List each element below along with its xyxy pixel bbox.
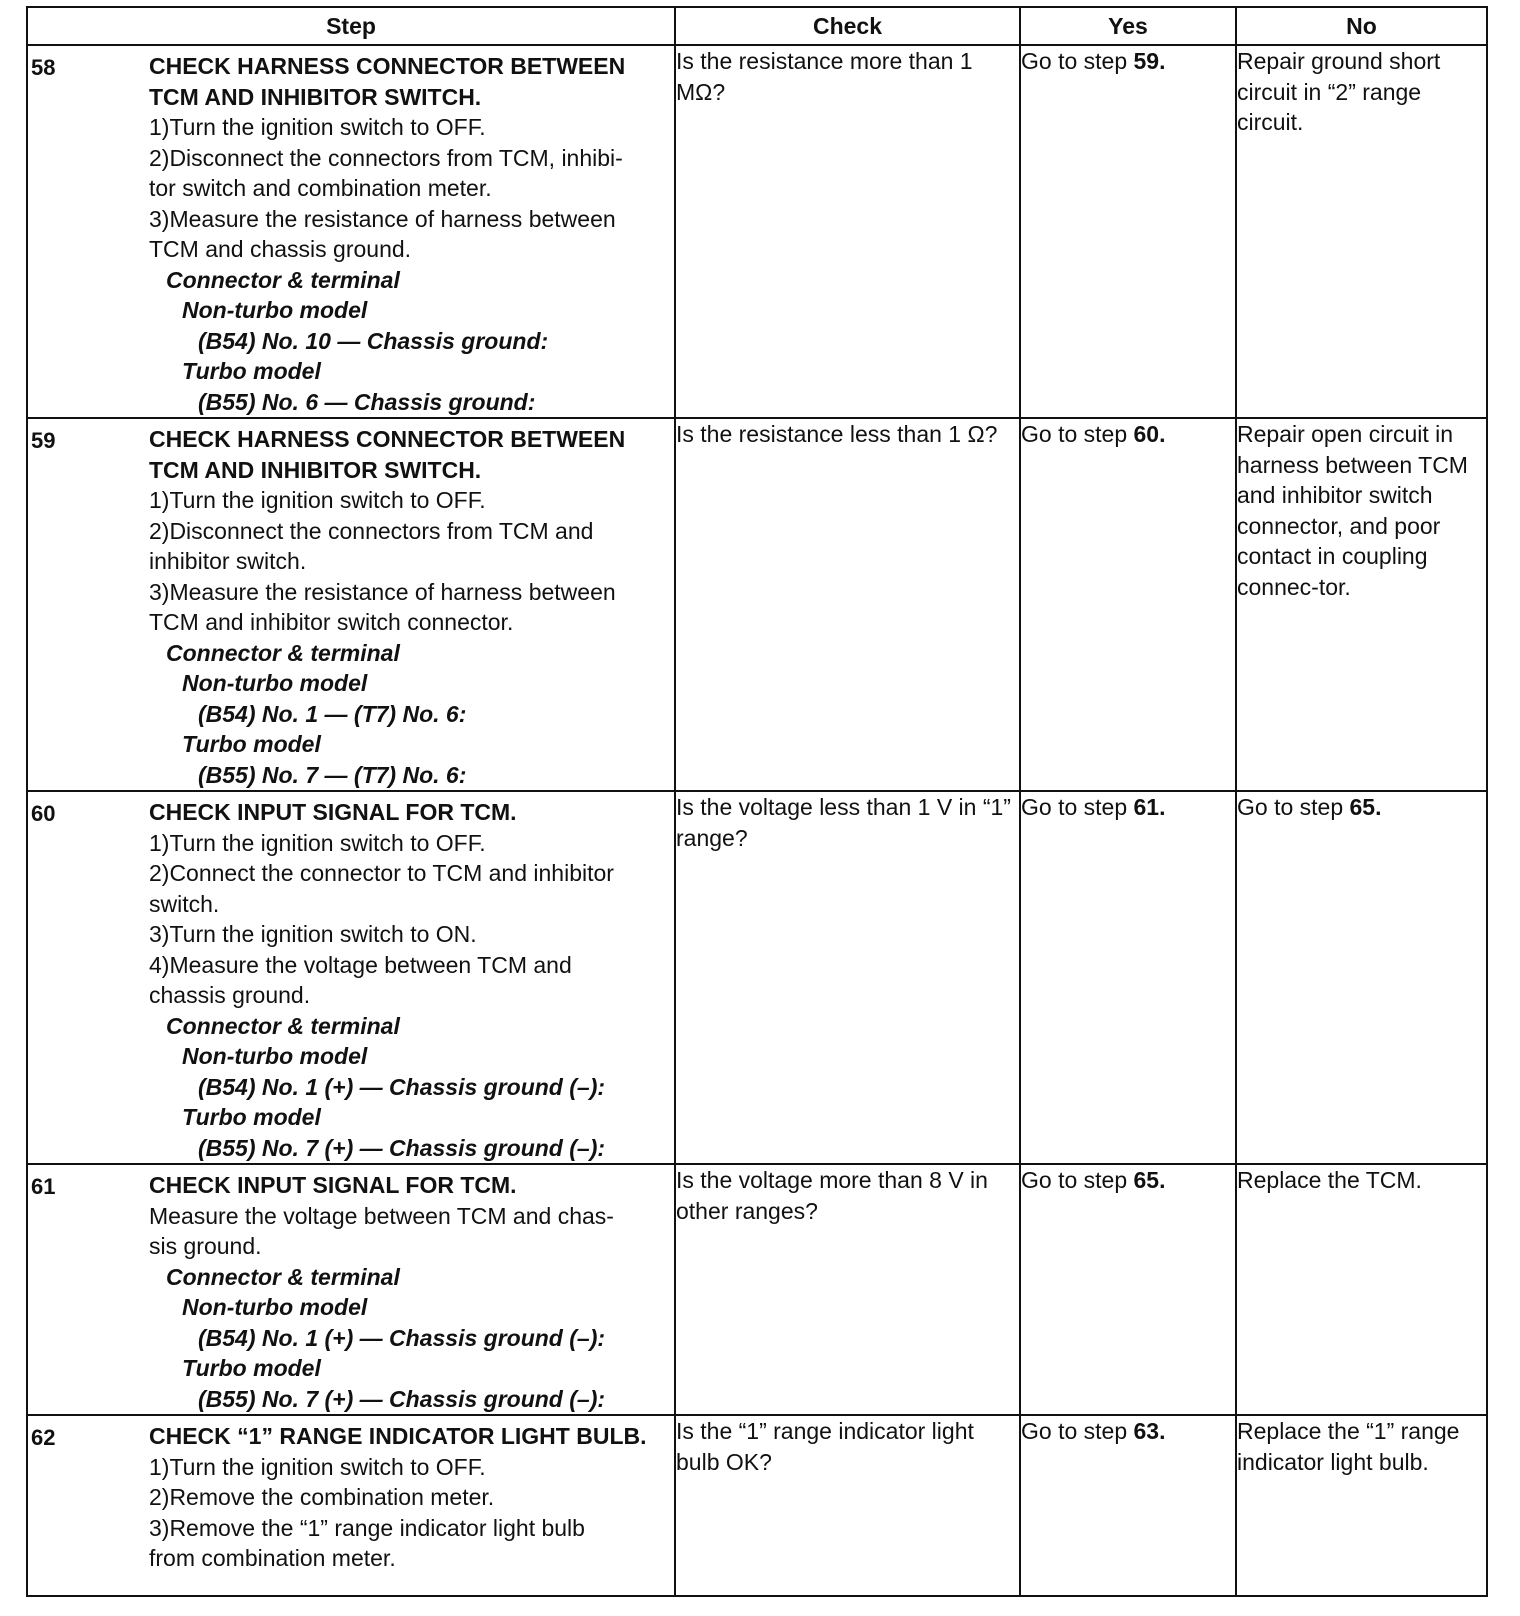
yes-cell [1020,1164,1236,1415]
yes-prefix: Go to step [1021,48,1134,74]
turbo-label: Turbo model [182,731,321,757]
turbo-terminal: (B55) No. 7 — (T7) No. 6: [198,761,467,788]
step-body [149,792,674,1163]
instruction-line: 1)Turn the ignition switch to OFF. [149,114,486,140]
instruction-line: tor switch and combination meter. [149,175,492,201]
yes-step-ref: 65. [1133,1167,1166,1193]
step-cell [27,1415,675,1596]
no-cell [1236,418,1487,791]
yes-cell [1020,418,1236,791]
check-cell [675,418,1020,791]
turbo-terminal: (B55) No. 7 (+) — Chassis ground (–): [198,1134,606,1161]
check-text: Is the voltage less than 1 V in “1” range? [676,794,1011,851]
step-title: CHECK INPUT SIGNAL FOR TCM. [149,1172,517,1198]
check-cell [675,1415,1020,1596]
turbo-terminal: (B55) No. 6 — Chassis ground: [198,388,536,415]
turbo-label: Turbo model [182,1104,321,1130]
header-check: Check [675,7,1020,45]
non-turbo-terminal: (B54) No. 1 — (T7) No. 6: [198,700,467,727]
step-title: CHECK INPUT SIGNAL FOR TCM. [149,799,517,825]
check-cell [675,791,1020,1164]
instruction-line: 2)Remove the combination meter. [149,1484,495,1510]
non-turbo-terminal: (B54) No. 1 (+) — Chassis ground (–): [198,1324,606,1351]
step-cell [27,1164,675,1415]
no-cell [1236,1415,1487,1596]
step-body [149,419,674,790]
step-title: CHECK “1” RANGE INDICATOR LIGHT BULB. [149,1423,647,1449]
instruction-line: chassis ground. [149,982,311,1008]
non-turbo-label: Non-turbo model [182,297,368,323]
non-turbo-terminal: (B54) No. 10 — Chassis ground: [198,327,549,354]
diagnostic-table [26,6,1488,1597]
step-cell [27,418,675,791]
non-turbo-label: Non-turbo model [182,1294,368,1320]
instruction-line: inhibitor switch. [149,548,307,574]
no-cell [1236,791,1487,1164]
table-row [27,1415,1487,1596]
no-text: Repair ground short circuit in “2” range circuit. [1237,48,1441,135]
check-cell [675,1164,1020,1415]
check-text: Is the voltage more than 8 V in other ranges? [676,1167,988,1224]
instruction-line: 3)Turn the ignition switch to ON. [149,921,477,947]
step-body [149,1416,674,1574]
no-text: Repair open circuit in harness between TCM and inhibitor switch connector, and poor contact in coupling connec-tor. [1237,421,1468,600]
instruction-line: sis ground. [149,1233,262,1259]
step-cell [27,791,675,1164]
step-title: CHECK HARNESS CONNECTOR BETWEEN TCM AND INHIBITOR SWITCH. [149,426,626,483]
step-body [149,46,674,417]
instruction-line: 3)Measure the resistance of harness between [149,578,616,605]
check-cell [675,45,1020,418]
step-number: 60 [31,801,56,826]
step-cell [27,45,675,418]
non-turbo-label: Non-turbo model [182,1043,368,1069]
instruction-line: 1)Turn the ignition switch to OFF. [149,829,486,856]
non-turbo-terminal: (B54) No. 1 (+) — Chassis ground (–): [198,1073,606,1100]
instruction-line: TCM and chassis ground. [149,236,412,262]
no-text: Replace the TCM. [1237,1167,1422,1193]
yes-step-ref: 63. [1133,1418,1166,1444]
connector-terminal-label: Connector & terminal [166,266,400,293]
header-yes: Yes [1020,7,1236,45]
instruction-line: 3)Remove the “1” range indicator light bulb [149,1514,585,1541]
header-step: Step [27,7,675,45]
no-cell [1236,45,1487,418]
instruction-line: 1)Turn the ignition switch to OFF. [149,487,486,513]
connector-terminal-label: Connector & terminal [166,1012,400,1039]
yes-step-ref: 59. [1133,48,1166,74]
yes-prefix: Go to step [1021,794,1134,820]
connector-terminal-label: Connector & terminal [166,1263,400,1290]
step-body [149,1165,674,1414]
instruction-line: from combination meter. [149,1545,396,1571]
instruction-line: 2)Disconnect the connectors from TCM, inhibi- [149,144,623,171]
instruction-line: 1)Turn the ignition switch to OFF. [149,1453,486,1480]
step-number: 62 [31,1425,56,1450]
step-number: 59 [31,428,56,453]
yes-step-ref: 61. [1133,794,1166,820]
yes-prefix: Go to step [1021,1418,1134,1444]
check-text: Is the “1” range indicator light bulb OK? [676,1418,974,1475]
no-cell [1236,1164,1487,1415]
turbo-label: Turbo model [182,358,321,384]
yes-prefix: Go to step [1021,421,1134,447]
instruction-line: Measure the voltage between TCM and chas- [149,1202,614,1229]
check-text: Is the resistance more than 1 MΩ? [676,48,973,105]
instruction-line: TCM and inhibitor switch connector. [149,609,514,635]
no-text: Replace the “1” range indicator light bulb. [1237,1418,1460,1475]
instruction-line: switch. [149,890,220,917]
yes-step-ref: 60. [1133,421,1166,447]
yes-cell [1020,45,1236,418]
turbo-terminal: (B55) No. 7 (+) — Chassis ground (–): [198,1385,606,1412]
instruction-line: 2)Connect the connector to TCM and inhibitor [149,860,614,886]
yes-cell [1020,791,1236,1164]
table-row [27,1164,1487,1415]
instruction-line: 4)Measure the voltage between TCM and [149,951,572,978]
table-row [27,791,1487,1164]
step-number: 61 [31,1174,56,1199]
instruction-line: 2)Disconnect the connectors from TCM and [149,517,594,544]
check-text: Is the resistance less than 1 Ω? [676,421,998,447]
yes-cell [1020,1415,1236,1596]
table-row [27,45,1487,418]
step-number: 58 [31,55,56,80]
yes-prefix: Go to step [1021,1167,1134,1193]
connector-terminal-label: Connector & terminal [166,639,400,666]
step-title: CHECK HARNESS CONNECTOR BETWEEN TCM AND INHIBITOR SWITCH. [149,53,626,110]
instruction-line: 3)Measure the resistance of harness between [149,205,616,232]
table-row [27,418,1487,791]
no-prefix: Go to step [1237,794,1350,820]
header-no: No [1236,7,1487,45]
turbo-label: Turbo model [182,1355,321,1381]
no-step-ref: 65. [1349,794,1382,820]
header-row [27,7,1487,45]
non-turbo-label: Non-turbo model [182,670,368,696]
